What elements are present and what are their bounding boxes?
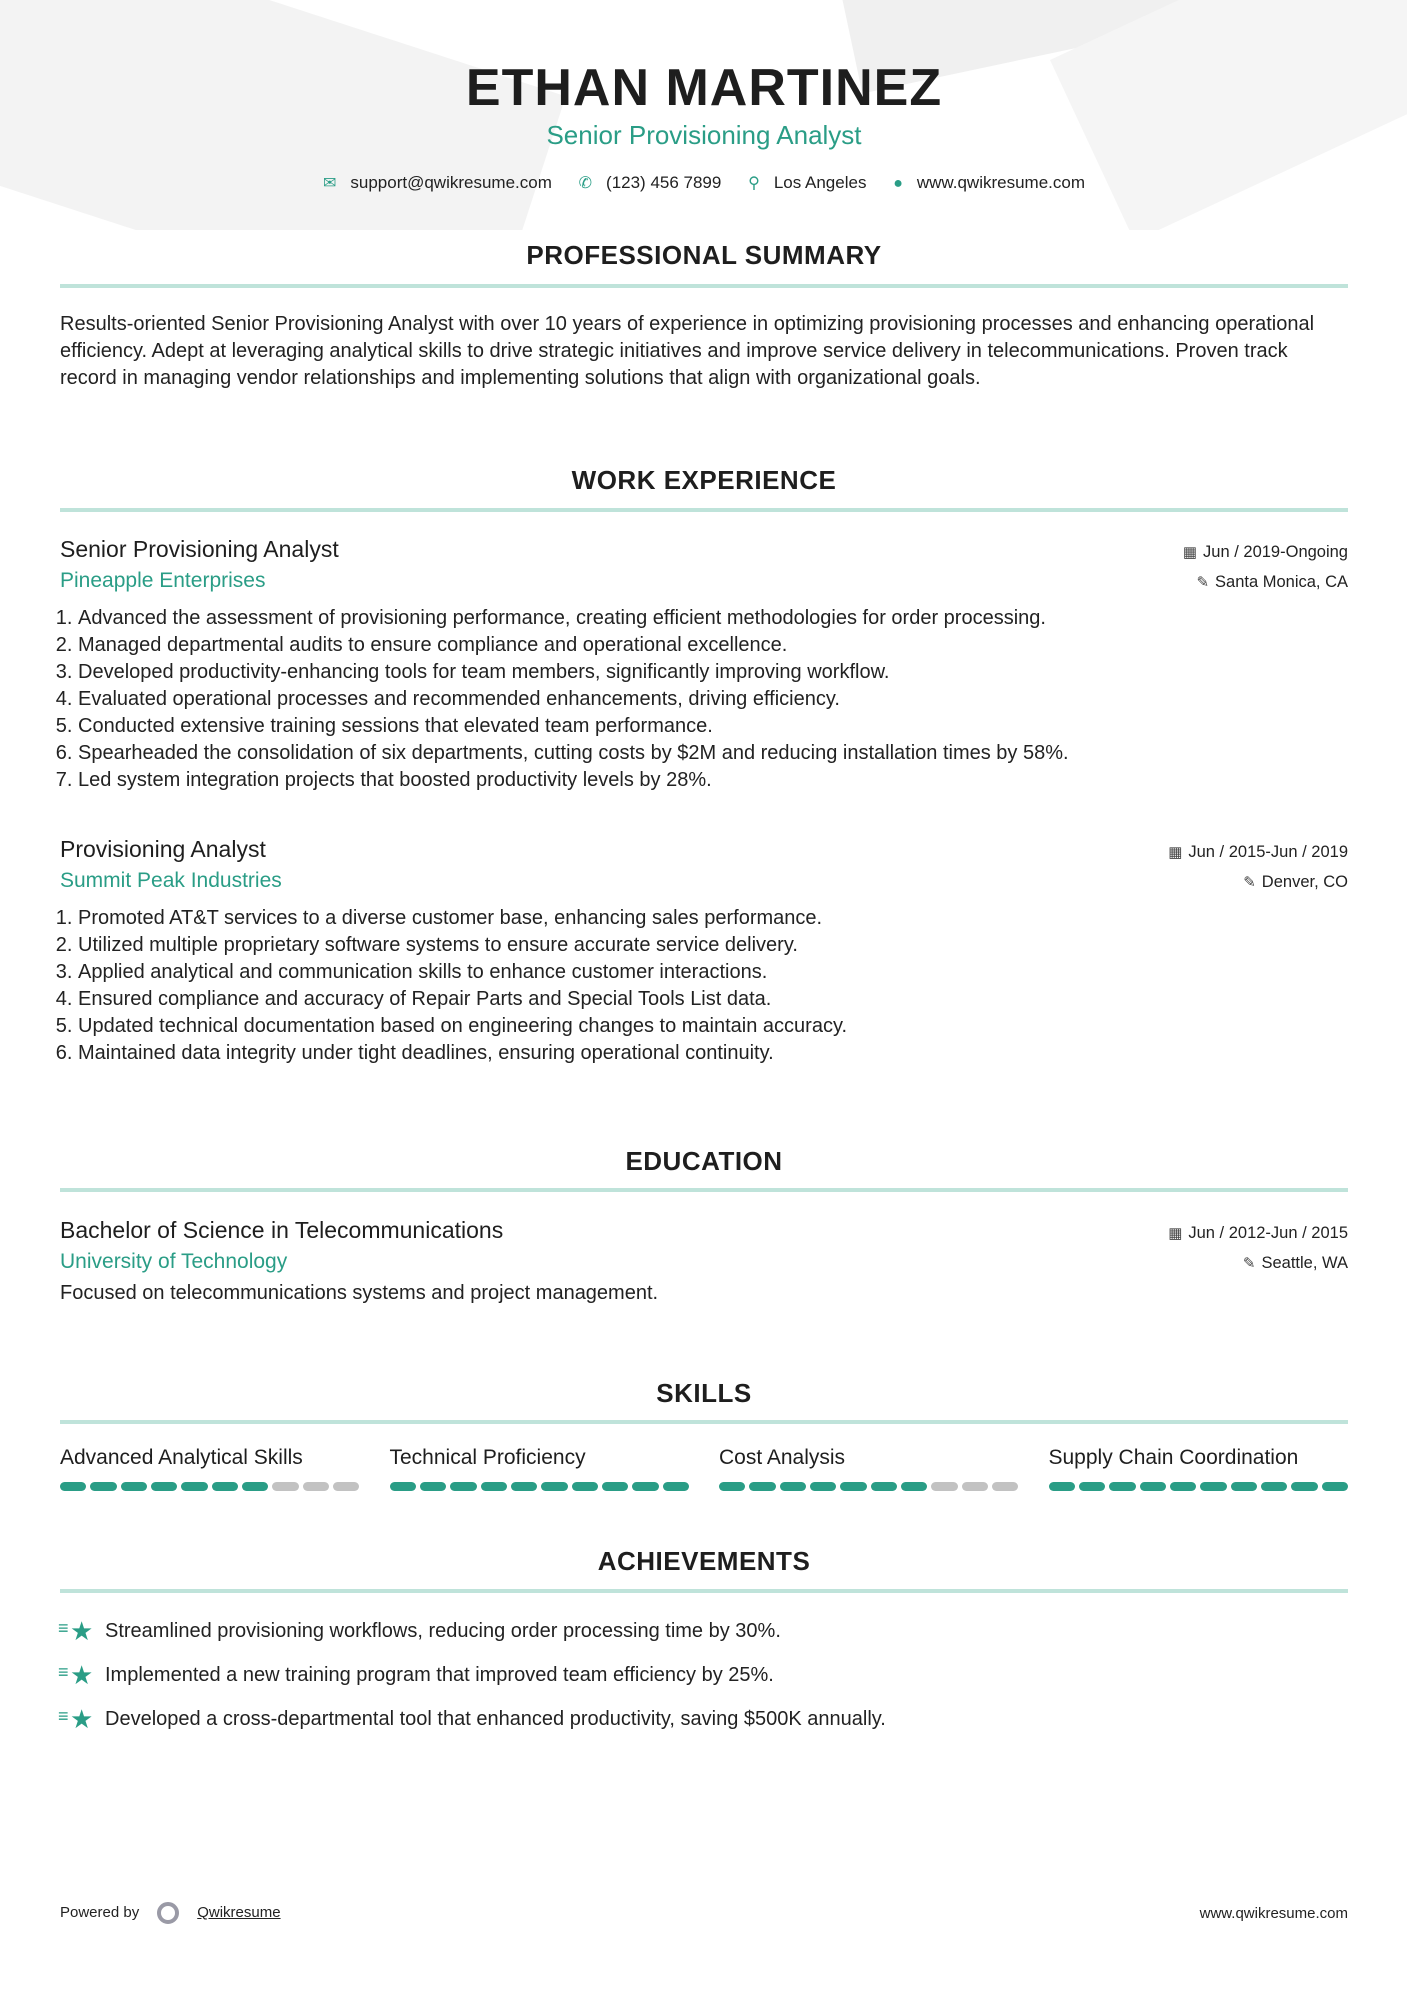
skill-level-bar (390, 1482, 690, 1491)
achievement-item (60, 1697, 1348, 1741)
education-entry (60, 1217, 1348, 1307)
skill-name: Technical Proficiency (389, 1446, 586, 1469)
candidate-name: ETHAN MARTINEZ (465, 59, 943, 117)
summary-heading: PROFESSIONAL SUMMARY (526, 240, 882, 270)
bullet-item: 6. Spearheaded the consolidation of six departments, cutting costs by $2M and reducing installation times by 58%. (78, 740, 1348, 767)
globe-icon: ● (893, 175, 903, 192)
company-name: Pineapple Enterprises (60, 569, 266, 592)
skill-name: Supply Chain Coordination (1048, 1446, 1299, 1469)
bullet-item: 3. Developed productivity-enhancing tools for team members, significantly improving workflow. (78, 659, 1348, 686)
job-bullets (60, 905, 1348, 1067)
job-company-row (60, 569, 1348, 593)
skill-segment-filled (1140, 1482, 1166, 1491)
skill-segment-filled (1109, 1482, 1135, 1491)
bullet-item: 3. Applied analytical and communication skills to enhance customer interactions. (78, 959, 1348, 986)
calendar-icon: ▦ (1168, 844, 1183, 861)
education-location: Seattle, WA (1261, 1254, 1348, 1272)
powered-by-label: Powered by (60, 1903, 140, 1921)
job-header-row (60, 536, 1348, 563)
education-heading: EDUCATION (625, 1146, 783, 1176)
skill-segment-filled (663, 1482, 689, 1491)
star-icon: ≡ ★ (60, 1704, 94, 1735)
skill-segment-filled (121, 1482, 147, 1491)
skills-list (60, 1446, 1348, 1491)
candidate-title: Senior Provisioning Analyst (546, 120, 862, 150)
qwikresume-link[interactable]: Qwikresume (197, 1903, 281, 1921)
skill-segment-empty (303, 1482, 329, 1491)
education-dates: Jun / 2012-Jun / 2015 (1188, 1224, 1348, 1242)
education-description: Focused on telecommunications systems and project management. (60, 1282, 659, 1304)
section-divider (60, 284, 1348, 288)
job-dates-meta (1168, 843, 1348, 862)
achievement-text: Implemented a new training program that improved team efficiency by 25%. (105, 1663, 774, 1686)
summary-text: Results-oriented Senior Provisioning Analyst with over 10 years of experience in optimizing provisioning processes and enhancing operational efficiency. Adept at leveraging analytical skills to drive strategic initiatives and improve service delivery in telecommunications. Proven track record in managing vendor relationships and implementing solutions that align with organizational goals. (60, 313, 1315, 389)
achievement-item (60, 1609, 1348, 1653)
section-divider (60, 1188, 1348, 1192)
star-icon: ≡ ★ (60, 1616, 94, 1647)
skill-segment-filled (1170, 1482, 1196, 1491)
skill-segment-empty (333, 1482, 359, 1491)
skill-segment-filled (871, 1482, 897, 1491)
job-location-meta (1243, 873, 1348, 892)
contact-website[interactable]: www.qwikresume.com (916, 173, 1086, 192)
skill-segment-filled (151, 1482, 177, 1491)
bullet-item: 2. Utilized multiple proprietary software systems to ensure accurate service delivery. (78, 932, 1348, 959)
skill-item (1049, 1446, 1349, 1491)
star-icon: ≡ ★ (60, 1660, 94, 1691)
contact-email[interactable]: support@qwikresume.com (350, 173, 552, 192)
skill-segment-empty (962, 1482, 988, 1491)
skill-segment-filled (1291, 1482, 1317, 1491)
skill-segment-empty (272, 1482, 298, 1491)
experience-heading: WORK EXPERIENCE (571, 465, 837, 495)
bullet-item: 7. Led system integration projects that boosted productivity levels by 28%. (78, 767, 1348, 794)
skill-level-bar (60, 1482, 360, 1491)
job-location: Denver, CO (1261, 873, 1348, 891)
bullet-item: 4. Evaluated operational processes and recommended enhancements, driving efficiency. (78, 686, 1348, 713)
skill-segment-filled (749, 1482, 775, 1491)
bullet-item: 5. Conducted extensive training sessions that elevated team performance. (78, 713, 1348, 740)
bullet-item: 4. Ensured compliance and accuracy of Repair Parts and Special Tools List data. (78, 986, 1348, 1013)
skill-item (60, 1446, 360, 1491)
job-location: Santa Monica, CA (1215, 573, 1348, 591)
job-dates-meta (1183, 543, 1348, 562)
skill-segment-filled (541, 1482, 567, 1491)
pin-icon: ✎ (1243, 874, 1256, 891)
bullet-item: 1. Promoted AT&T services to a diverse customer base, enhancing sales performance. (78, 905, 1348, 932)
degree: Bachelor of Science in Telecommunications (60, 1217, 504, 1243)
job-company-row (60, 869, 1348, 893)
skill-segment-empty (992, 1482, 1018, 1491)
skill-item (719, 1446, 1019, 1491)
qwikresume-logo-icon (157, 1902, 179, 1924)
skill-segment-empty (931, 1482, 957, 1491)
skill-segment-filled (1231, 1482, 1257, 1491)
contact-bar (60, 173, 1348, 193)
email-icon: ✉ (322, 175, 337, 192)
job-header-row (60, 836, 1348, 863)
contact-location: Los Angeles (773, 173, 867, 192)
job-dates: Jun / 2015-Jun / 2019 (1188, 843, 1348, 861)
job-location-meta (1196, 573, 1348, 592)
achievement-text: Developed a cross-departmental tool that enhanced productivity, saving $500K annually. (105, 1707, 886, 1730)
job-dates: Jun / 2019-Ongoing (1203, 543, 1348, 561)
skill-item (390, 1446, 690, 1491)
bullet-item: 6. Maintained data integrity under tight deadlines, ensuring operational continuity. (78, 1040, 1348, 1067)
skill-segment-filled (420, 1482, 446, 1491)
skill-level-bar (719, 1482, 1019, 1491)
skill-segment-filled (181, 1482, 207, 1491)
skill-segment-filled (602, 1482, 628, 1491)
skills-heading: SKILLS (656, 1378, 752, 1408)
skill-segment-filled (60, 1482, 86, 1491)
job-entry (60, 836, 1348, 1067)
calendar-icon: ▦ (1182, 544, 1198, 561)
job-title: Provisioning Analyst (60, 836, 266, 862)
skill-segment-filled (780, 1482, 806, 1491)
skill-segment-filled (1261, 1482, 1287, 1491)
location-pin-icon: ⚲ (748, 175, 760, 192)
bullet-item: 2. Managed departmental audits to ensure compliance and operational excellence. (78, 632, 1348, 659)
footer-website[interactable]: www.qwikresume.com (1199, 1904, 1348, 1922)
achievement-item (60, 1653, 1348, 1697)
skill-segment-filled (1049, 1482, 1075, 1491)
skill-segment-filled (1322, 1482, 1348, 1491)
skill-name: Advanced Analytical Skills (60, 1446, 303, 1469)
skill-segment-filled (212, 1482, 238, 1491)
section-divider (60, 1589, 1348, 1593)
skill-segment-filled (242, 1482, 268, 1491)
school: University of Technology (60, 1250, 288, 1273)
skill-segment-filled (390, 1482, 416, 1491)
job-title: Senior Provisioning Analyst (60, 536, 339, 562)
skill-name: Cost Analysis (719, 1446, 846, 1469)
skill-segment-filled (1079, 1482, 1105, 1491)
skill-segment-filled (810, 1482, 836, 1491)
contact-phone: (123) 456 7899 (606, 173, 722, 192)
section-divider (60, 508, 1348, 512)
skill-segment-filled (901, 1482, 927, 1491)
skill-segment-filled (511, 1482, 537, 1491)
skill-segment-filled (90, 1482, 116, 1491)
skill-segment-filled (1200, 1482, 1226, 1491)
skill-segment-filled (481, 1482, 507, 1491)
calendar-icon: ▦ (1168, 1225, 1183, 1242)
skill-segment-filled (450, 1482, 476, 1491)
achievement-text: Streamlined provisioning workflows, reducing order processing time by 30%. (105, 1619, 781, 1642)
achievements-heading: ACHIEVEMENTS (597, 1546, 811, 1576)
job-bullets (60, 605, 1348, 794)
achievements-list (60, 1609, 1348, 1741)
skill-segment-filled (719, 1482, 745, 1491)
bullet-item: 5. Updated technical documentation based on engineering changes to maintain accuracy. (78, 1013, 1348, 1040)
bullet-item: 1. Advanced the assessment of provisioning performance, creating efficient methodologies for order processing. (78, 605, 1348, 632)
phone-icon: ✆ (578, 175, 593, 192)
skill-segment-filled (632, 1482, 658, 1491)
job-entry (60, 536, 1348, 794)
skill-segment-filled (840, 1482, 866, 1491)
pin-icon: ✎ (1196, 574, 1210, 591)
skill-segment-filled (572, 1482, 598, 1491)
footer (60, 1902, 1348, 1924)
pin-icon: ✎ (1242, 1255, 1256, 1272)
section-divider (60, 1420, 1348, 1424)
skill-level-bar (1049, 1482, 1349, 1491)
company-name: Summit Peak Industries (60, 869, 282, 892)
